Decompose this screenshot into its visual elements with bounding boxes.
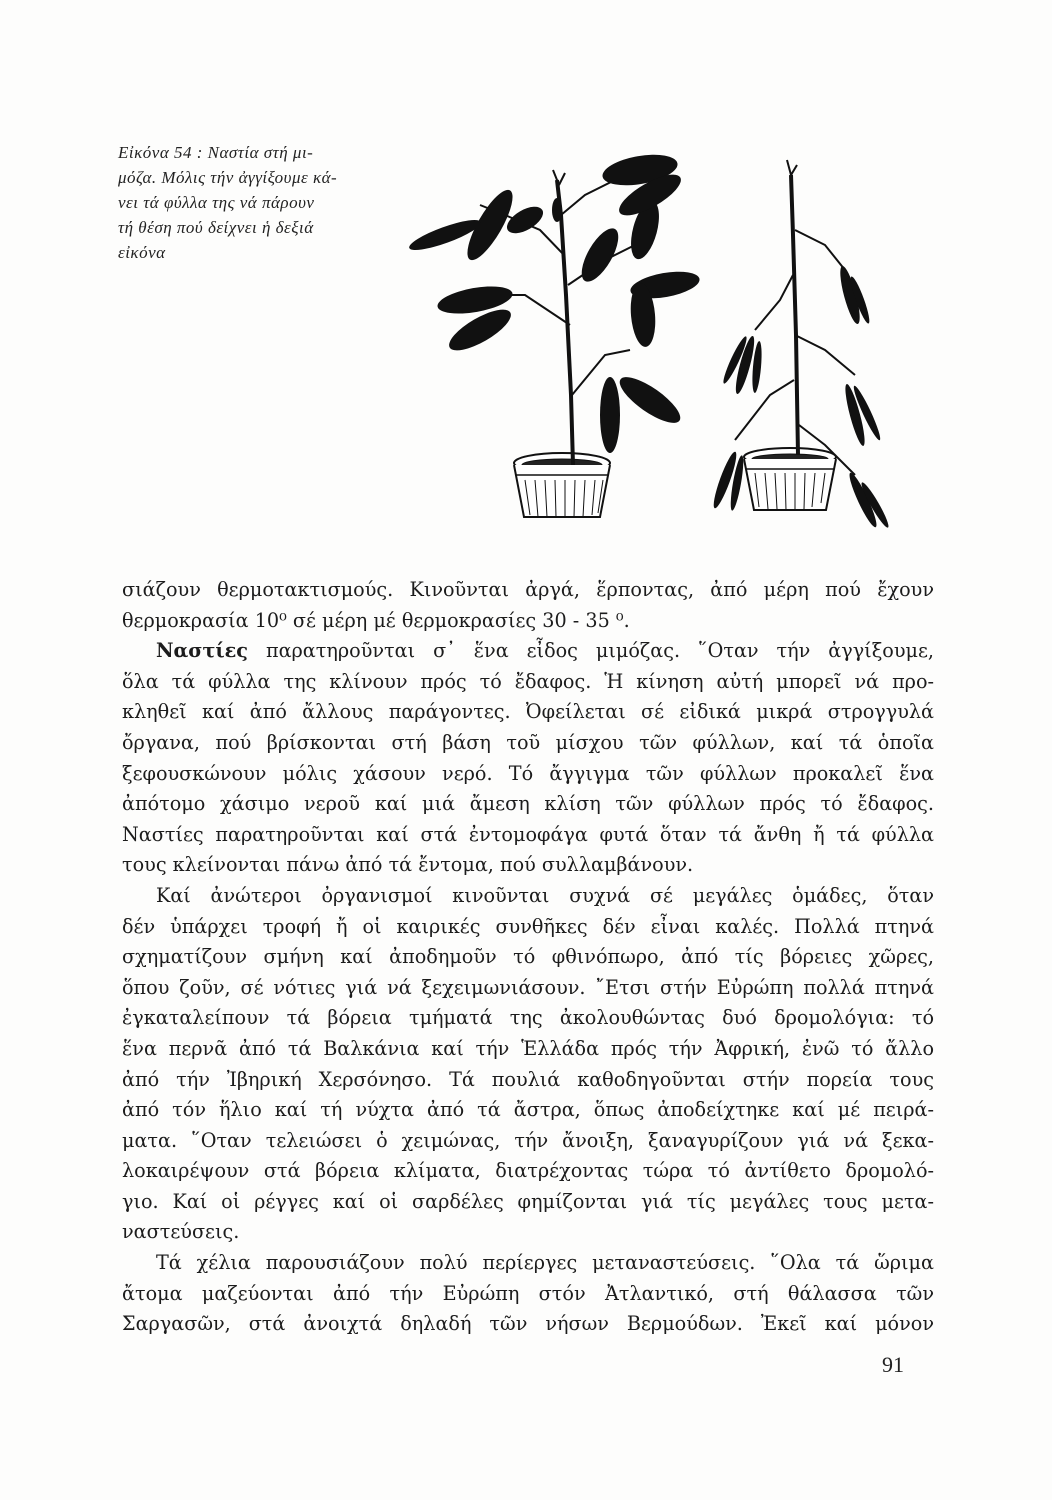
text-line: σιάζουν θερμοτακτισμούς. Κινοῦνται ἀργά, ἕρποντας, ἀπό μέρη πού ἔχουν — [122, 578, 934, 601]
text-line: ὄργανα, πού βρίσκονται στή βάση τοῦ μίσχου τῶν φύλλων, καί τά ὁποῖα — [122, 730, 934, 754]
upright-mimosa-icon — [407, 150, 702, 517]
drooping-mimosa-icon — [710, 160, 891, 530]
text-line: ἄτομα μαζεύονται ἀπό τήν Εὐρώπη στόν Ἀτλαντικό, στή θάλασσα τῶν — [122, 1281, 934, 1305]
figure-caption — [118, 140, 338, 265]
caption-line: τή θέση πού δείχνει ἡ δεξιά — [118, 218, 314, 237]
mimosa-illustration — [385, 135, 915, 535]
caption-line: εἰκόνα — [118, 243, 166, 262]
caption-line: μόζα. Μόλις τήν ἀγγίξουμε κά- — [118, 168, 338, 187]
text-line — [122, 636, 934, 667]
text-line: ὅπου ζοῦν, σέ νότιες γιά νά ξεχειμωνιάσουν. ῎Ετσι στήν Εὐρώπη πολλά πτηνά — [122, 975, 934, 999]
text-line: Ναστίες παρατηροῦνται καί στά ἐντομοφάγα φυτά ὅταν τά ἄνθη ἤ τά φύλλα — [122, 822, 934, 846]
text-line: θερμοκρασία 10⁰ σέ μέρη μέ θερμοκρασίες 30 - 35 ⁰. — [122, 608, 630, 632]
text-line: κληθεῖ καί ἀπό ἄλλους παράγοντες. Ὀφείλεται σέ εἰδικά μικρά στρογγυλά — [122, 700, 934, 724]
text-line: Τά χέλια παρουσιάζουν πολύ περίεργες μεταναστεύσεις. ῞Ολα τά ὥριμα — [156, 1251, 934, 1275]
text-line: ἐγκαταλείπουν τά βόρεια τμήματά της ἀκολουθώντας δυό δρομολόγια: τό — [122, 1006, 934, 1030]
text-line: γιο. Καί οἱ ρέγγες καί οἱ σαρδέλες φημίζονται γιά τίς μεγάλες τους μετα- — [122, 1189, 934, 1213]
text-line: σχηματίζουν σμήνη καί ἀποδημοῦν τό φθινόπωρο, ἀπό τίς βόρειες χῶρες, — [122, 945, 934, 969]
text-line: ἀπότομο χάσιμο νεροῦ καί μιά ἄμεση κλίση τῶν φύλλων πρός τό ἔδαφος. — [122, 792, 934, 816]
body-text — [122, 575, 934, 1340]
page-number: 91 — [882, 1352, 904, 1377]
text-line: ἀπό τήν Ἰβηρική Χερσόνησο. Τά πουλιά καθοδηγοῦνται στήν πορεία τους — [122, 1067, 934, 1091]
text-line: ματα. ῞Οταν τελειώσει ὁ χειμώνας, τήν ἄνοιξη, ξαναγυρίζουν γιά νά ξεκα- — [122, 1128, 934, 1152]
term-nasties: Ναστίες — [156, 639, 248, 663]
text-line: ἕνα περνᾶ ἀπό τά Βαλκάνια καί τήν Ἑλλάδα πρός τήν Ἀφρική, ἐνῶ τό ἄλλο — [122, 1036, 934, 1060]
text-line: δέν ὑπάρχει τροφή ἤ οἱ καιρικές συνθῆκες δέν εἶναι καλές. Πολλά πτηνά — [122, 914, 934, 938]
text-line: τους κλείνονται πάνω ἀπό τά ἔντομα, πού συλλαμβάνουν. — [122, 853, 694, 877]
caption-line: νει τά φύλλα της νά πάρουν — [118, 193, 315, 212]
text-line: λοκαιρέψουν στά βόρεια κλίματα, διατρέχοντας τώρα τό ἀντίθετο δρομολό- — [122, 1159, 934, 1183]
text-span: παρατηροῦνται σ᾽ ἕνα εἶδος μιμόζας. ῞Οταν τήν ἀγγίξουμε, — [248, 639, 934, 663]
text-line: Καί ἀνώτεροι ὀργανισμοί κινοῦνται συχνά σέ μεγάλες ὁμάδες, ὅταν — [156, 883, 934, 907]
caption-line: Εἰκόνα 54 : Ναστία στή μι- — [118, 143, 314, 162]
text-line: ὅλα τά φύλλα της κλίνουν πρός τό ἔδαφος. Ἡ κίνηση αὐτή μπορεῖ νά προ- — [122, 669, 934, 693]
text-line: ναστεύσεις. — [122, 1220, 240, 1244]
text-line: ἀπό τόν ἥλιο καί τή νύχτα ἀπό τά ἄστρα, ὅπως ἀποδείχτηκε καί μέ πειρά- — [122, 1098, 934, 1122]
text-line: ξεφουσκώνουν μόλις χάσουν νερό. Τό ἄγγιγμα τῶν φύλλων προκαλεῖ ἕνα — [122, 761, 934, 785]
text-line: Σαργασῶν, στά ἀνοιχτά δηλαδή τῶν νήσων Βερμούδων. Ἐκεῖ καί μόνον — [122, 1312, 934, 1336]
